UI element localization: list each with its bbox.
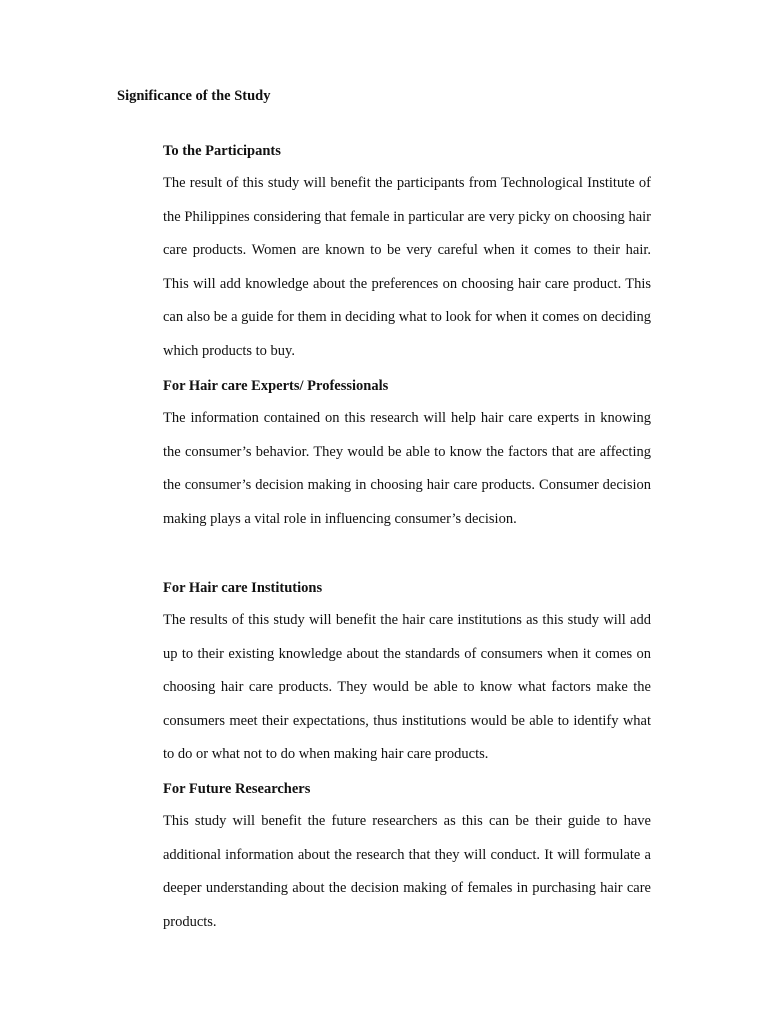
section-future-researchers bbox=[163, 779, 651, 946]
section-hair-care-experts bbox=[163, 376, 651, 543]
section-heading: For Hair care Institutions bbox=[163, 580, 323, 596]
section-heading: To the Participants bbox=[163, 143, 281, 159]
section-paragraph: The information contained on this research will help hair care experts in knowing the consumer’s behavior. They would be able to know the factors that are affecting the consumer’s decision making in choosing hair care products. Consumer decision making plays a vital role in influencing consumer’s decision. bbox=[163, 410, 651, 527]
section-hair-care-institutions bbox=[163, 578, 651, 779]
section-paragraph: The results of this study will benefit the hair care institutions as this study will add up to their existing knowledge about the standards of consumers when it comes on choosing hair care products. They would be able to know what factors make the consumers meet their expectations, thus institutions would be able to identify what to do or what not to do when making hair care products. bbox=[163, 612, 651, 763]
section-heading: For Future Researchers bbox=[163, 781, 311, 797]
page-title: Significance of the Study bbox=[117, 88, 271, 104]
section-paragraph: This study will benefit the future researchers as this can be their guide to have additional information about the research that they will conduct. It will formulate a deeper understanding about the decision making of females in purchasing hair care products. bbox=[163, 813, 651, 930]
section-participants bbox=[163, 141, 651, 376]
section-paragraph: The result of this study will benefit the participants from Technological Institute of the Philippines considering that female in particular are very picky on choosing hair care products. Women are known to be very careful when it comes to their hair. This will add knowledge about the preferences on choosing hair care product. This can also be a guide for them in deciding what to look for when it comes on deciding which products to buy. bbox=[163, 175, 651, 359]
section-heading: For Hair care Experts/ Professionals bbox=[163, 378, 389, 394]
